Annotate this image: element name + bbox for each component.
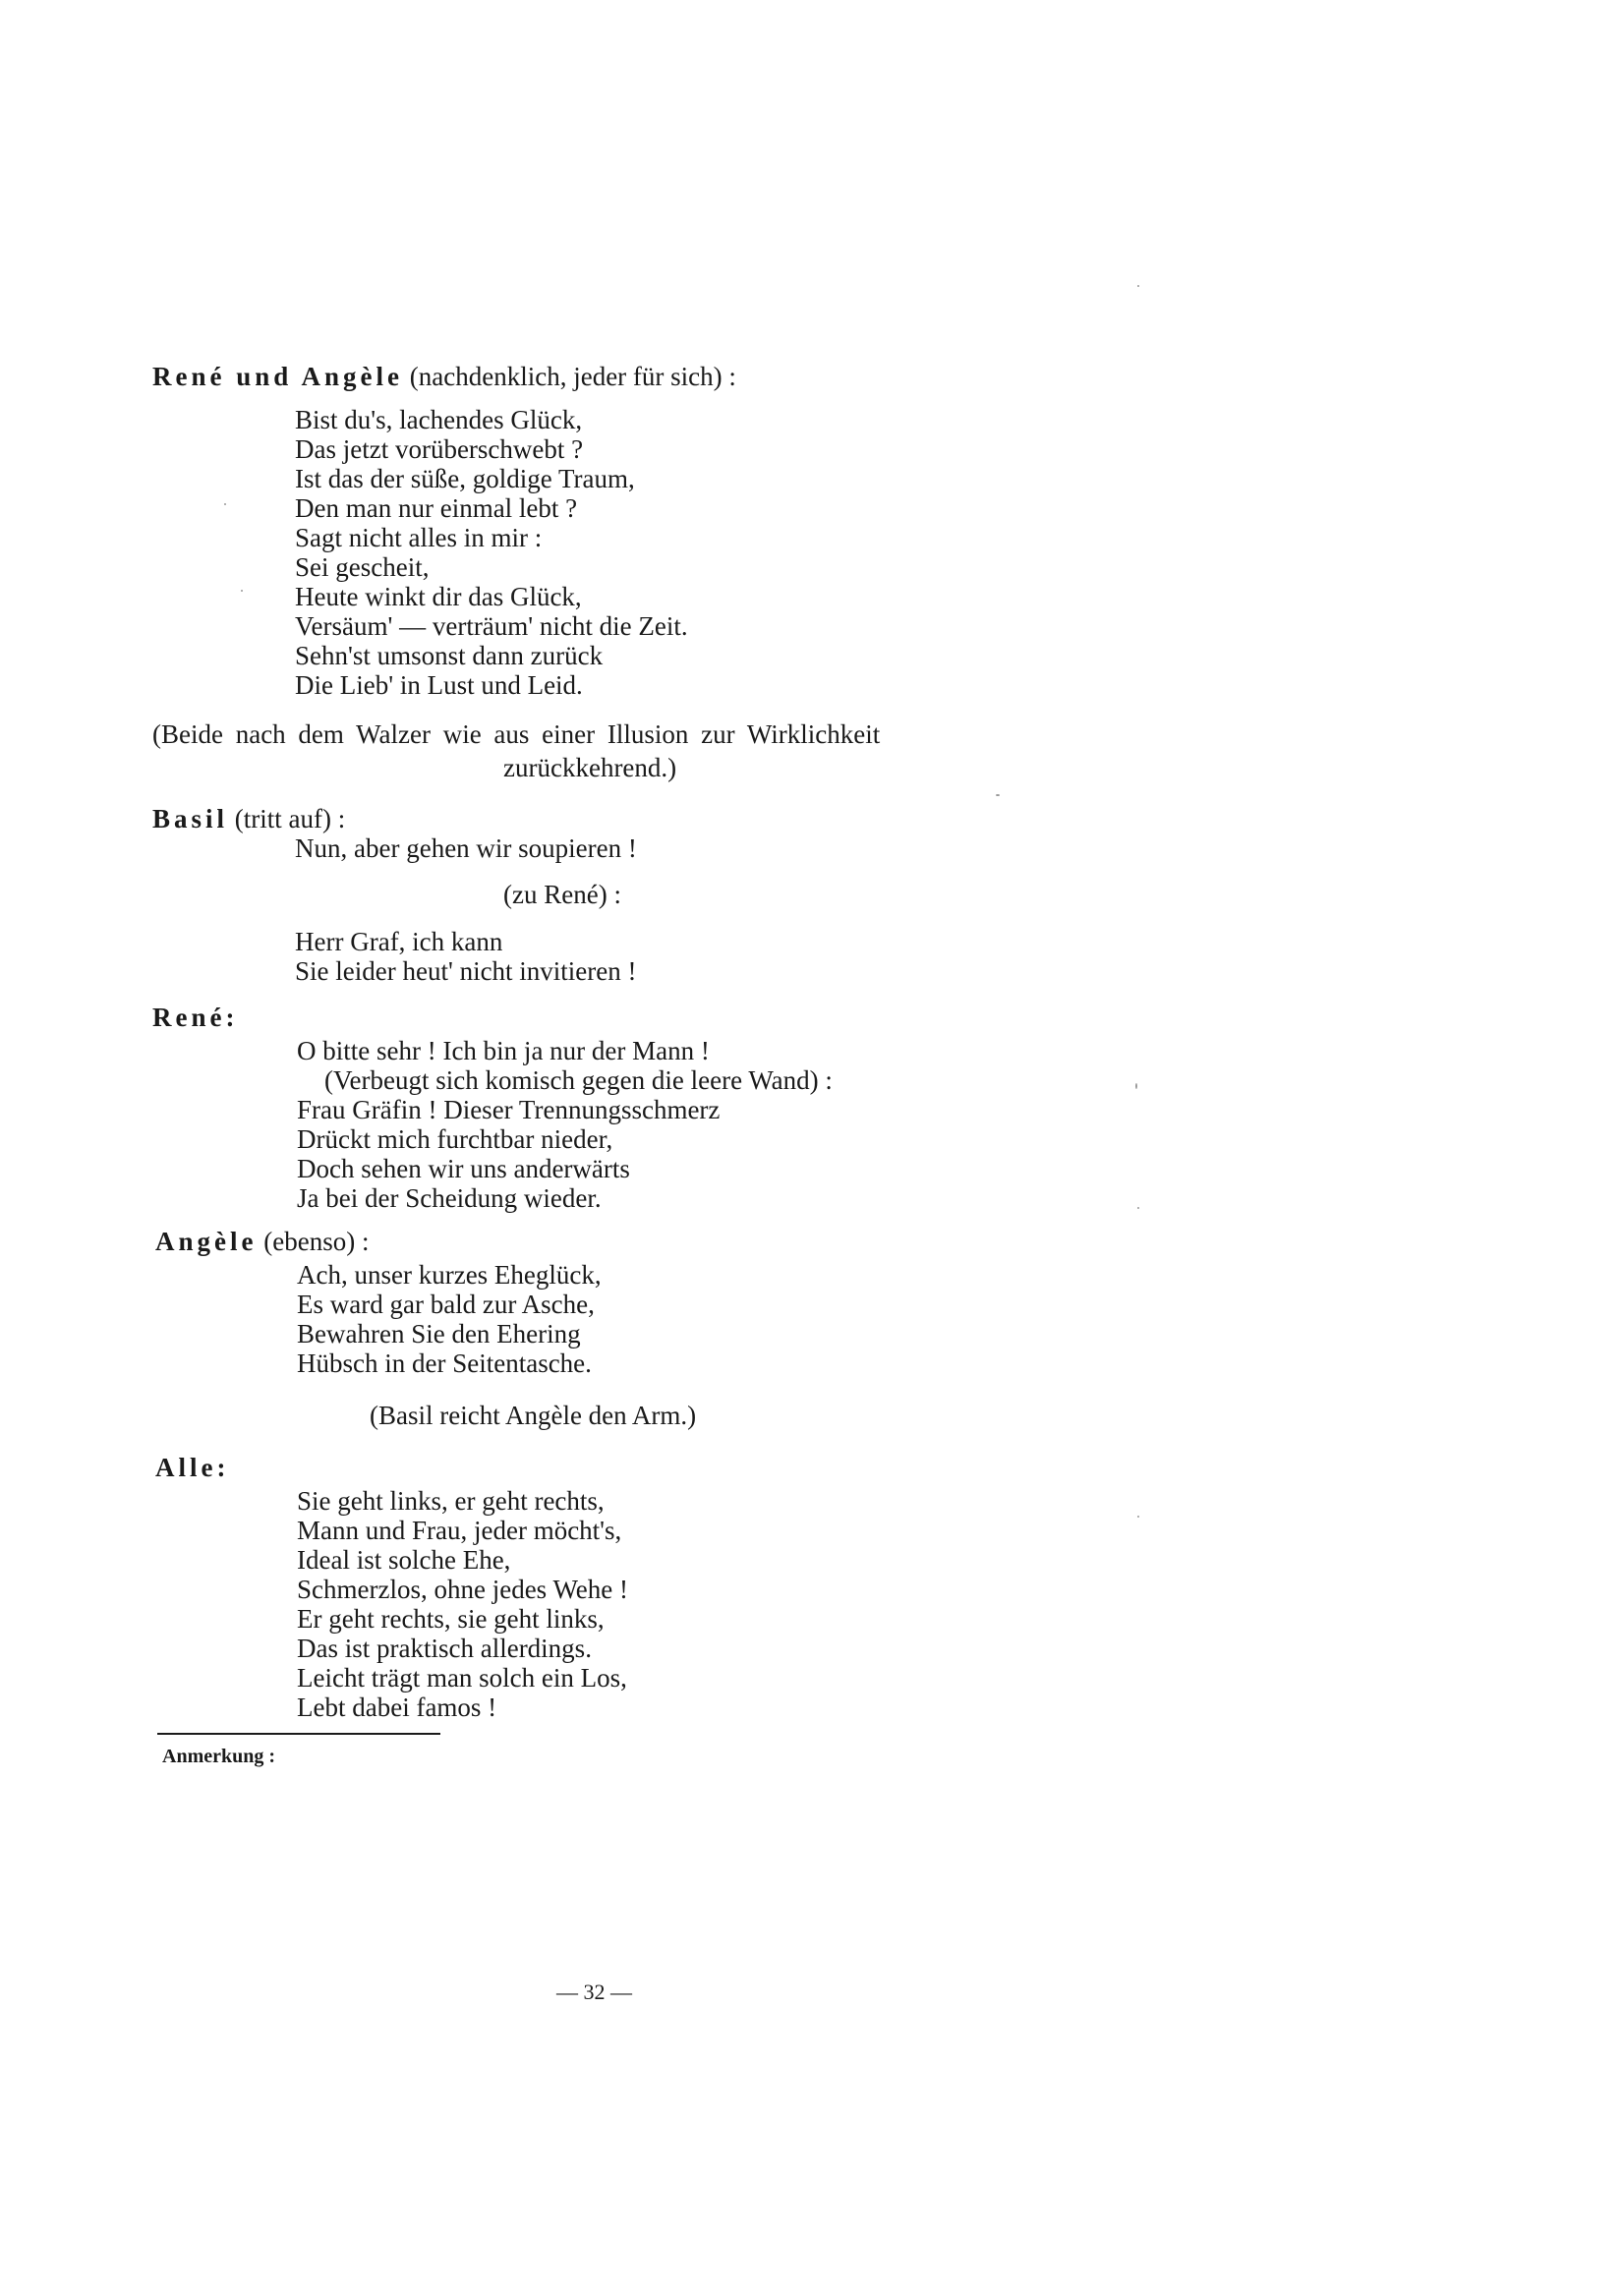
verse-line: Mann und Frau, jeder möcht's, [297, 1516, 622, 1545]
verse-line: Sehn'st umsonst dann zurück [295, 641, 604, 670]
verse-line: Das ist praktisch allerdings. [297, 1634, 592, 1663]
verse-line: Ja bei der Scheidung wieder. [297, 1183, 602, 1213]
verse-line: Versäum' — verträum' nicht die Zeit. [295, 611, 688, 641]
speaker-name: René und Angèle [152, 362, 404, 391]
speaker-name: Alle: [155, 1453, 230, 1482]
scan-speck [241, 590, 243, 592]
speaker-heading [155, 1227, 369, 1256]
page-number: — 32 — [556, 1980, 632, 2004]
stage-direction: (Basil reicht Angèle den Arm.) [370, 1401, 697, 1430]
scan-speck [224, 503, 226, 505]
speaker-heading [152, 362, 736, 391]
verse-line: Die Lieb' in Lust und Leid. [295, 670, 583, 700]
speaker-name: Basil [152, 804, 229, 833]
verse-line: Den man nur einmal lebt ? [295, 493, 578, 523]
verse-line: Sie geht links, er geht rechts, [297, 1486, 605, 1516]
verse-line: Leicht trägt man solch ein Los, [297, 1663, 627, 1693]
verse-line: Heute winkt dir das Glück, [295, 582, 582, 611]
stage-direction: (Beide nach dem Walzer wie aus einer Illusion zur Wirklichkeit [152, 719, 881, 749]
stage-direction: (Verbeugt sich komisch gegen die leere Wand) : [324, 1065, 833, 1095]
verse-line: Herr Graf, ich kann [295, 927, 503, 956]
stage-direction: (zu René) : [503, 880, 621, 909]
verse-line: Es ward gar bald zur Asche, [297, 1290, 595, 1319]
verse-line: Er geht rechts, sie geht links, [297, 1604, 605, 1634]
verse-line: Doch sehen wir uns anderwärts [297, 1154, 630, 1183]
verse-line: Ist das der süße, goldige Traum, [295, 464, 635, 493]
scan-speck [996, 794, 1000, 796]
verse-line: Ach, unser kurzes Eheglück, [297, 1260, 602, 1290]
scan-speck [1137, 285, 1139, 287]
verse-line: Ideal ist solche Ehe, [297, 1545, 511, 1575]
stage-direction: zurückkehrend.) [503, 753, 677, 782]
verse-line: Das jetzt vorüberschwebt ? [295, 434, 584, 464]
scan-speck [1137, 1516, 1139, 1518]
stage-direction: (nachdenklich, jeder für sich) : [409, 362, 736, 391]
footnote-rule [157, 1733, 440, 1735]
verse-line: Bist du's, lachendes Glück, [295, 405, 583, 434]
verse-line: O bitte sehr ! Ich bin ja nur der Mann ! [297, 1036, 710, 1065]
verse-line: Sei gescheit, [295, 552, 430, 582]
verse-line: Bewahren Sie den Ehering [297, 1319, 581, 1349]
stage-direction: (ebenso) : [263, 1227, 370, 1256]
speaker-name: René: [152, 1003, 239, 1032]
scan-speck [1137, 1207, 1139, 1209]
verse-line: Nun, aber gehen wir soupieren ! [295, 833, 637, 863]
verse-line: Sie leider heut' nicht invitieren ! [295, 956, 637, 986]
verse-line: Drückt mich furchtbar nieder, [297, 1124, 613, 1154]
speaker-name: Angèle [155, 1227, 258, 1256]
stage-direction: (tritt auf) : [234, 804, 346, 833]
footnote-label: Anmerkung : [162, 1746, 276, 1767]
verse-line: Frau Gräfin ! Dieser Trennungsschmerz [297, 1095, 721, 1124]
speaker-heading [152, 804, 345, 833]
scan-speck [1135, 1083, 1137, 1089]
verse-line: Sagt nicht alles in mir : [295, 523, 543, 552]
verse-line: Lebt dabei famos ! [297, 1693, 497, 1722]
verse-line: Hübsch in der Seitentasche. [297, 1349, 592, 1378]
verse-line: Schmerzlos, ohne jedes Wehe ! [297, 1575, 628, 1604]
